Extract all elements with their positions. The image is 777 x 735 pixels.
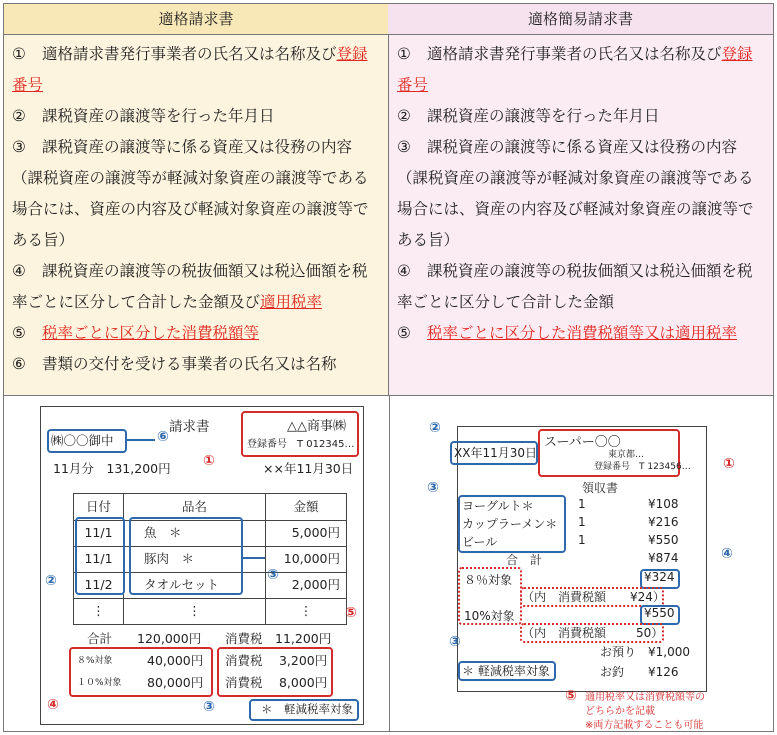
item-box: [129, 517, 243, 595]
left-item-3: ③ 課税資産の譲渡等に係る資産又は役務の内容（課税資産の譲渡等が軽減対象資産の譲渡等である場合には、資産の内容及び軽減対象資産の譲渡等である旨）: [12, 138, 369, 249]
mark-3b: ③: [203, 699, 215, 715]
invoice-sheet: [40, 406, 364, 725]
shop-reg: 登録番号 T 123456…: [594, 462, 691, 472]
right-item-5: ⑤ 税率ごとに区分した消費税額等又は適用税率: [397, 324, 738, 342]
receipt-in8-value: ¥24）: [630, 590, 665, 604]
left-item-4: ④ 課税資産の譲渡等の税抜価額又は税込価額を税率ごとに区分して合計した金額及び適用税率: [12, 262, 368, 311]
grid-header: 日付 品名 金額: [74, 494, 346, 521]
left-item-1: ① 適格請求書発行事業者の氏名又は名称及び登録番号: [12, 45, 368, 94]
receipt-price: ¥108: [648, 497, 679, 511]
receipt-in10-value: 50）: [636, 626, 664, 640]
receipt-paid: お預り ¥1,000: [600, 645, 690, 659]
header-simple-invoice: 適格簡易請求書: [388, 4, 773, 35]
mark-3a: ③: [427, 480, 439, 496]
table-row: 11/2 タオルセット 2,000円: [74, 572, 346, 599]
right-item-4: ④ 課税資産の譲渡等の税抜価額又は税込価額を税率ごとに区分して合計した金額: [397, 262, 753, 311]
subtotal-label: 合 計: [506, 553, 543, 567]
right-requirements: [389, 35, 773, 396]
mark-4: ④: [721, 546, 733, 562]
mark-2: ②: [429, 420, 441, 436]
invoice-title: 請求書: [169, 419, 210, 435]
receipt-item: ビール: [462, 535, 498, 549]
mark-3b: ③: [449, 634, 461, 650]
receipt-qty: 1: [578, 497, 586, 511]
right-item-3: ③ 課税資産の譲渡等に係る資産又は役務の内容（課税資産の譲渡等が軽減対象資産の譲渡等である場合には、資産の内容及び軽減対象資産の譲渡等である旨）: [397, 138, 754, 249]
recipient-name: ㈱〇〇御中: [51, 433, 114, 448]
comparison-table: [3, 3, 774, 732]
mark-5: ⑤: [565, 688, 577, 704]
mark-1: ①: [203, 453, 215, 469]
tax-10: 消費税 8,000円: [225, 675, 328, 690]
date-box: [75, 517, 125, 595]
left-requirements: [4, 35, 389, 396]
rate-10: １０%対象: [77, 678, 122, 688]
arrow-3: [241, 557, 265, 559]
receipt-example: [389, 396, 773, 731]
receipt-item: カップラーメン＊: [462, 517, 558, 531]
receipt-note: ＊ 軽減税率対象: [462, 664, 550, 678]
mark-3a: ③: [267, 567, 279, 583]
receipt-qty: 1: [578, 533, 586, 547]
receipt-sheet: [454, 426, 707, 692]
table-row: 11/1 豚肉 ＊ 10,000円: [74, 546, 346, 573]
receipt-price: ¥216: [648, 515, 679, 529]
receipt-date: XX年11月30日: [454, 446, 537, 460]
invoice-period: 11月分 131,200円: [53, 461, 171, 476]
receipt-title: 領収書: [582, 481, 619, 495]
mark-1: ①: [723, 456, 735, 472]
receipt-change: お釣 ¥126: [600, 665, 679, 679]
invoice-note: ＊ 軽減税率対象: [261, 702, 353, 716]
left-item-5: ⑤ 税率ごとに区分した消費税額等: [12, 324, 260, 342]
mark-2: ②: [45, 573, 57, 589]
left-item-2: ② 課税資産の譲渡等を行った年月日: [12, 107, 275, 125]
receipt-rate-10-value: ¥550: [644, 606, 675, 620]
table-row: ⋮ ⋮ ⋮: [74, 598, 346, 624]
tax-8: 消費税 3,200円: [225, 653, 328, 668]
issuer-name: △△商事㈱: [287, 419, 346, 434]
rate-8: ８%対象: [77, 656, 113, 666]
annotation-line2: どちらかを記載: [585, 706, 655, 717]
annotation-line3: ※両方記載することも可能: [585, 720, 704, 731]
rate-10-value: 80,000円: [147, 675, 204, 690]
mark-4: ④: [47, 697, 59, 713]
receipt-rate-8-value: ¥324: [644, 570, 675, 584]
mark-6: ⑥: [157, 429, 169, 445]
shop-name: スーパー〇〇: [544, 435, 621, 450]
left-item-6: ⑥ 書類の交付を受ける事業者の氏名又は名称: [12, 355, 337, 373]
invoice-example: [4, 396, 390, 731]
arrow-6: [125, 439, 155, 441]
rate-8-value: 40,000円: [147, 653, 204, 668]
receipt-rate-8: ８％対象: [464, 573, 513, 587]
shop-address: 東京都…: [608, 450, 645, 460]
subtotal-value: ¥874: [648, 551, 679, 565]
mark-5: ⑤: [345, 605, 357, 621]
receipt-in10: （内 消費税額: [522, 626, 607, 640]
receipt-rate-10: 10%対象: [464, 609, 515, 623]
issuer-reg: 登録番号 T 012345…: [247, 439, 355, 450]
receipt-price: ¥550: [648, 533, 679, 547]
receipt-in8: （内 消費税額: [522, 590, 607, 604]
invoice-total: 合計 120,000円: [87, 631, 202, 646]
table-row: 11/1 魚 ＊ 5,000円: [74, 520, 346, 547]
invoice-tax-total: 消費税 11,200円: [225, 631, 332, 646]
header-invoice: 適格請求書: [4, 4, 389, 35]
receipt-item: ヨーグルト＊: [462, 499, 534, 513]
invoice-date: ××年11月30日: [263, 461, 354, 476]
right-item-2: ② 課税資産の譲渡等を行った年月日: [397, 107, 660, 125]
receipt-qty: 1: [578, 515, 586, 529]
right-item-1: ① 適格請求書発行事業者の氏名又は名称及び登録番号: [397, 45, 753, 94]
annotation-line1: 適用税率又は消費税額等の: [585, 692, 705, 703]
